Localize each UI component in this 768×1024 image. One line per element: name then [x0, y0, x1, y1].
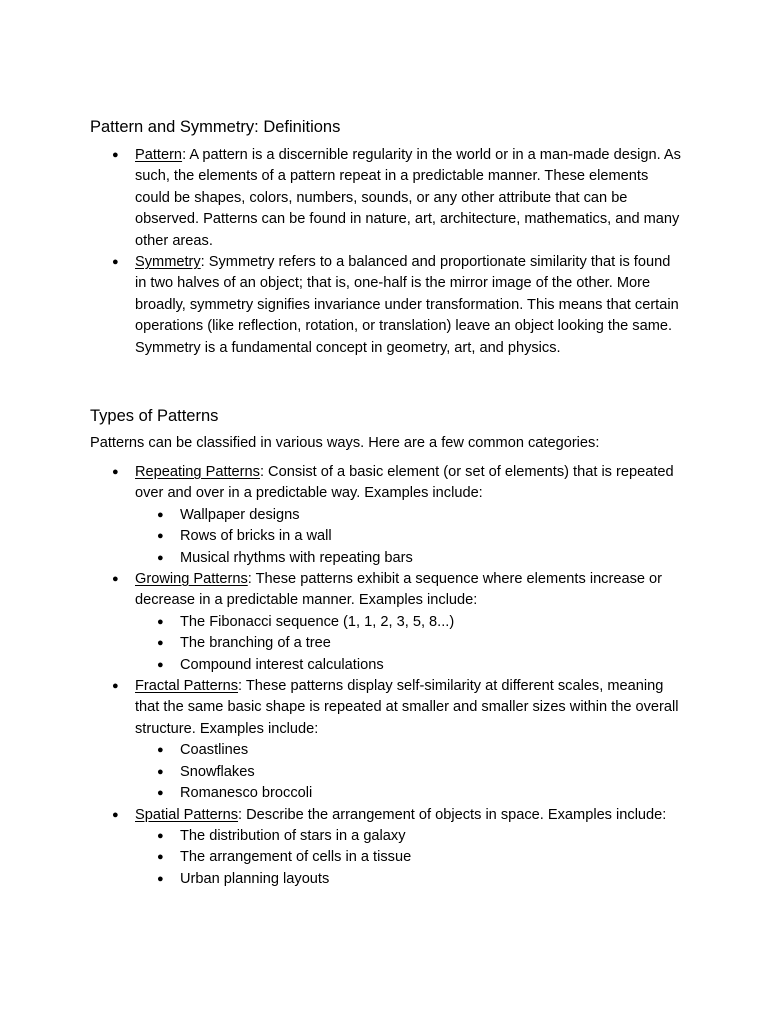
- definitions-list: [0, 145, 768, 359]
- examples-list: [135, 740, 683, 804]
- bullet-icon: ●: [157, 765, 164, 778]
- list-item: [0, 252, 683, 359]
- types-list: [0, 462, 768, 890]
- type-description: : Describe the arrangement of objects in space. Examples include:: [238, 806, 667, 823]
- bullet-icon: ●: [157, 851, 164, 864]
- type-description: : Consist of a basic element (or set of elements) that is repeated over and over in a predictable way. Examples include:: [135, 464, 674, 502]
- example-item: [135, 783, 683, 804]
- term-fractal-patterns: Fractal Patterns: [135, 678, 239, 695]
- example-item: [135, 505, 683, 526]
- example-text: The distribution of stars in a galaxy: [180, 827, 406, 844]
- example-text: Coastlines: [180, 742, 249, 759]
- bullet-icon: ●: [157, 744, 164, 757]
- example-text: Compound interest calculations: [180, 656, 384, 673]
- list-item: [0, 805, 683, 891]
- bullet-icon: ●: [157, 872, 164, 885]
- example-item: [135, 548, 683, 569]
- bullet-icon: ●: [112, 808, 119, 821]
- bullet-icon: ●: [157, 615, 164, 628]
- type-description: : These patterns display self-similarity at different scales, meaning that the same basic shape is repeated at smaller and smaller sizes within the overall structure. Examples include:: [135, 678, 679, 737]
- bullet-icon: ●: [157, 829, 164, 842]
- example-item: [135, 612, 683, 633]
- list-item: [0, 676, 683, 804]
- example-text: The arrangement of cells in a tissue: [180, 849, 412, 866]
- types-heading: Types of Patterns: [90, 407, 219, 425]
- type-description: : These patterns exhibit a sequence where elements increase or decrease in a predictable manner. Examples include:: [135, 571, 663, 609]
- bullet-icon: ●: [157, 551, 164, 564]
- example-item: [135, 847, 683, 868]
- example-text: Snowflakes: [180, 763, 255, 780]
- term-symmetry: Symmetry: [135, 254, 201, 271]
- example-item: [135, 655, 683, 676]
- bullet-icon: ●: [157, 637, 164, 650]
- examples-list: [135, 612, 683, 676]
- definition-text: : Symmetry refers to a balanced and proportionate similarity that is found in two halves of an object; that is, one-half is the mirror image of the other. More broadly, symmetry signifies invariance under transformation. This means that certain operations (like reflection, rotation, or translation) leave an object looking the same. Symmetry is a fundamental concept in geometry, art, and physics.: [135, 254, 679, 356]
- example-text: The branching of a tree: [180, 635, 331, 652]
- bullet-icon: ●: [112, 256, 119, 269]
- types-intro: Patterns can be classified in various ways. Here are a few common categories:: [90, 435, 600, 451]
- bullet-icon: ●: [112, 466, 119, 478]
- bullet-icon: ●: [157, 787, 164, 800]
- definitions-heading: Pattern and Symmetry: Definitions: [90, 118, 341, 136]
- example-item: [135, 869, 683, 890]
- term-repeating-patterns: Repeating Patterns: [135, 464, 260, 480]
- bullet-icon: ●: [112, 573, 119, 586]
- bullet-icon: ●: [157, 530, 164, 543]
- bullet-icon: ●: [112, 680, 119, 693]
- bullet-icon: ●: [112, 149, 119, 161]
- term-pattern: Pattern: [135, 147, 183, 163]
- examples-list: [135, 826, 683, 890]
- example-item: [135, 526, 683, 547]
- bullet-icon: ●: [157, 508, 164, 521]
- term-spatial-patterns: Spatial Patterns: [135, 806, 239, 823]
- example-item: [135, 762, 683, 783]
- example-text: Musical rhythms with repeating bars: [180, 549, 413, 566]
- example-text: Wallpaper designs: [180, 506, 300, 523]
- example-item: [135, 633, 683, 654]
- example-item: [135, 740, 683, 761]
- list-item: [0, 462, 683, 569]
- list-item: [0, 569, 683, 676]
- bullet-icon: ●: [157, 658, 164, 671]
- example-text: Urban planning layouts: [180, 870, 330, 887]
- example-item: [135, 826, 683, 847]
- example-text: Rows of bricks in a wall: [180, 528, 332, 545]
- term-growing-patterns: Growing Patterns: [135, 571, 248, 588]
- list-item: [0, 145, 683, 252]
- examples-list: [135, 505, 683, 569]
- example-text: The Fibonacci sequence (1, 1, 2, 3, 5, 8...): [180, 613, 455, 630]
- example-text: Romanesco broccoli: [180, 785, 313, 802]
- definition-text: : A pattern is a discernible regularity in the world or in a man-made design. As such, the elements of a pattern repeat in a predictable manner. These elements could be shapes, colors, numbers, sounds, or any other attribute that can be observed. Patterns can be found in nature, art, architecture, mathematics, and many other areas.: [135, 147, 681, 249]
